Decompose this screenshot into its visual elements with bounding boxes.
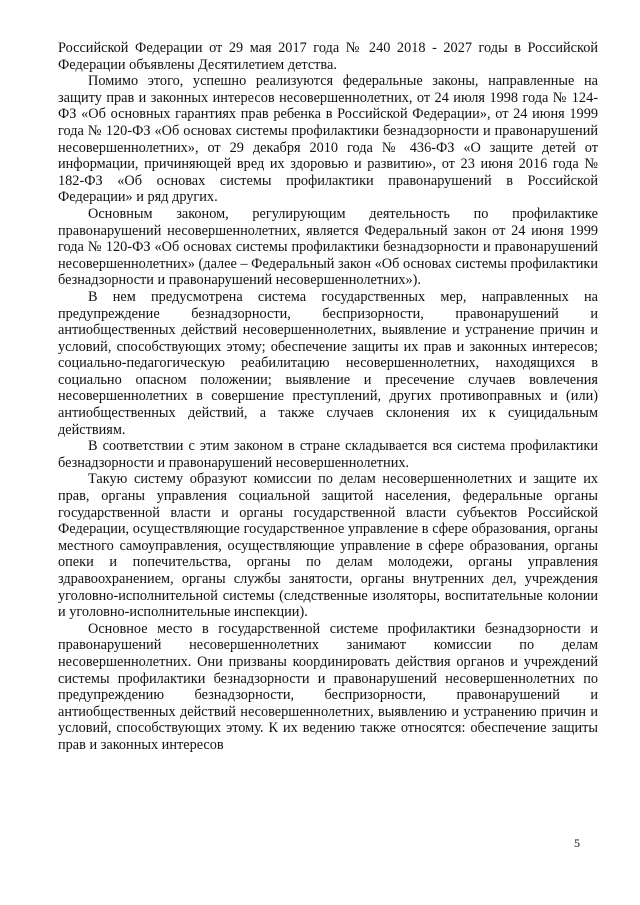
paragraph-7: Основное место в государственной системе профилактики безнадзорности и правонарушений несовершеннолетних занимают комиссии по делам несовершеннолетних. Они призваны координировать действия органов и учреждений системы профилактики безнадзорности и правонарушений несовершеннолетних по предупреждению безнадзорности, беспризорности, правонарушений и антиобщественных действий несовершеннолетних, выявлению и устранению причин и условий, способствующих этому. К их ведению также относятся: обеспечение защиты прав и законных интересов bbox=[58, 620, 598, 753]
paragraph-6: Такую систему образуют комиссии по делам несовершеннолетних и защите их прав, органы управления социальной защитой населения, федеральные органы государственной власти и органы государственной власти субъектов Российской Федерации, осуществляющие государственное управление в сфере образования, органы местного самоуправления, осуществляющие управление в сфере образования, органы опеки и попечительства, органы по делам молодежи, органы управления здравоохранением, органы службы занятости, органы внутренних дел, учреждения уголовно-исполнительной системы (следственные изоляторы, воспитательные колонии и уголовно-исполнительные инспекции). bbox=[58, 471, 598, 621]
page-number: 5 bbox=[574, 836, 580, 850]
paragraph-3: Основным законом, регулирующим деятельность по профилактике правонарушений несовершеннолетних, является Федеральный закон от 24 июня 1999 года № 120-ФЗ «Об основах системы профилактики безнадзорности и правонарушений несовершеннолетних» (далее – Федеральный закон «Об основах системы профилактики безнадзорности и правонарушений несовершеннолетних»). bbox=[58, 205, 598, 289]
document-body bbox=[58, 40, 598, 754]
paragraph-5: В соответствии с этим законом в стране складывается вся система профилактики безнадзорности и правонарушений несовершеннолетних. bbox=[58, 438, 598, 471]
paragraph-2: Помимо этого, успешно реализуются федеральные законы, направленные на защиту прав и законных интересов несовершеннолетних, от 24 июля 1998 года № 124-ФЗ «Об основных гарантиях прав ребенка в Российской Федерации», от 24 июня 1999 года № 120-ФЗ «Об основах системы профилактики безнадзорности и правонарушений несовершеннолетних», от 29 декабря 2010 года № 436-ФЗ «О защите детей от информации, причиняющей вред их здоровью и развитию», от 23 июня 2016 года № 182-ФЗ «Об основах системы профилактики правонарушений в Российской Федерации» и ряд других. bbox=[58, 73, 598, 206]
paragraph-1: Российской Федерации от 29 мая 2017 года № 240 2018 - 2027 годы в Российской Федерации объявлены Десятилетием детства. bbox=[58, 40, 598, 73]
paragraph-4: В нем предусмотрена система государственных мер, направленных на предупреждение безнадзорности, беспризорности, правонарушений и антиобщественных действий несовершеннолетних, выявление и устранение причин и условий, способствующих этому; обеспечение защиты их прав и законных интересов; социально-педагогическую реабилитацию несовершеннолетних, находящихся в социально опасном положении; выявление и пресечение случаев вовлечения несовершеннолетних в совершение преступлений, других противоправных и (или) антиобщественных действий, а также случаев склонения их к суицидальным действиям. bbox=[58, 288, 598, 438]
